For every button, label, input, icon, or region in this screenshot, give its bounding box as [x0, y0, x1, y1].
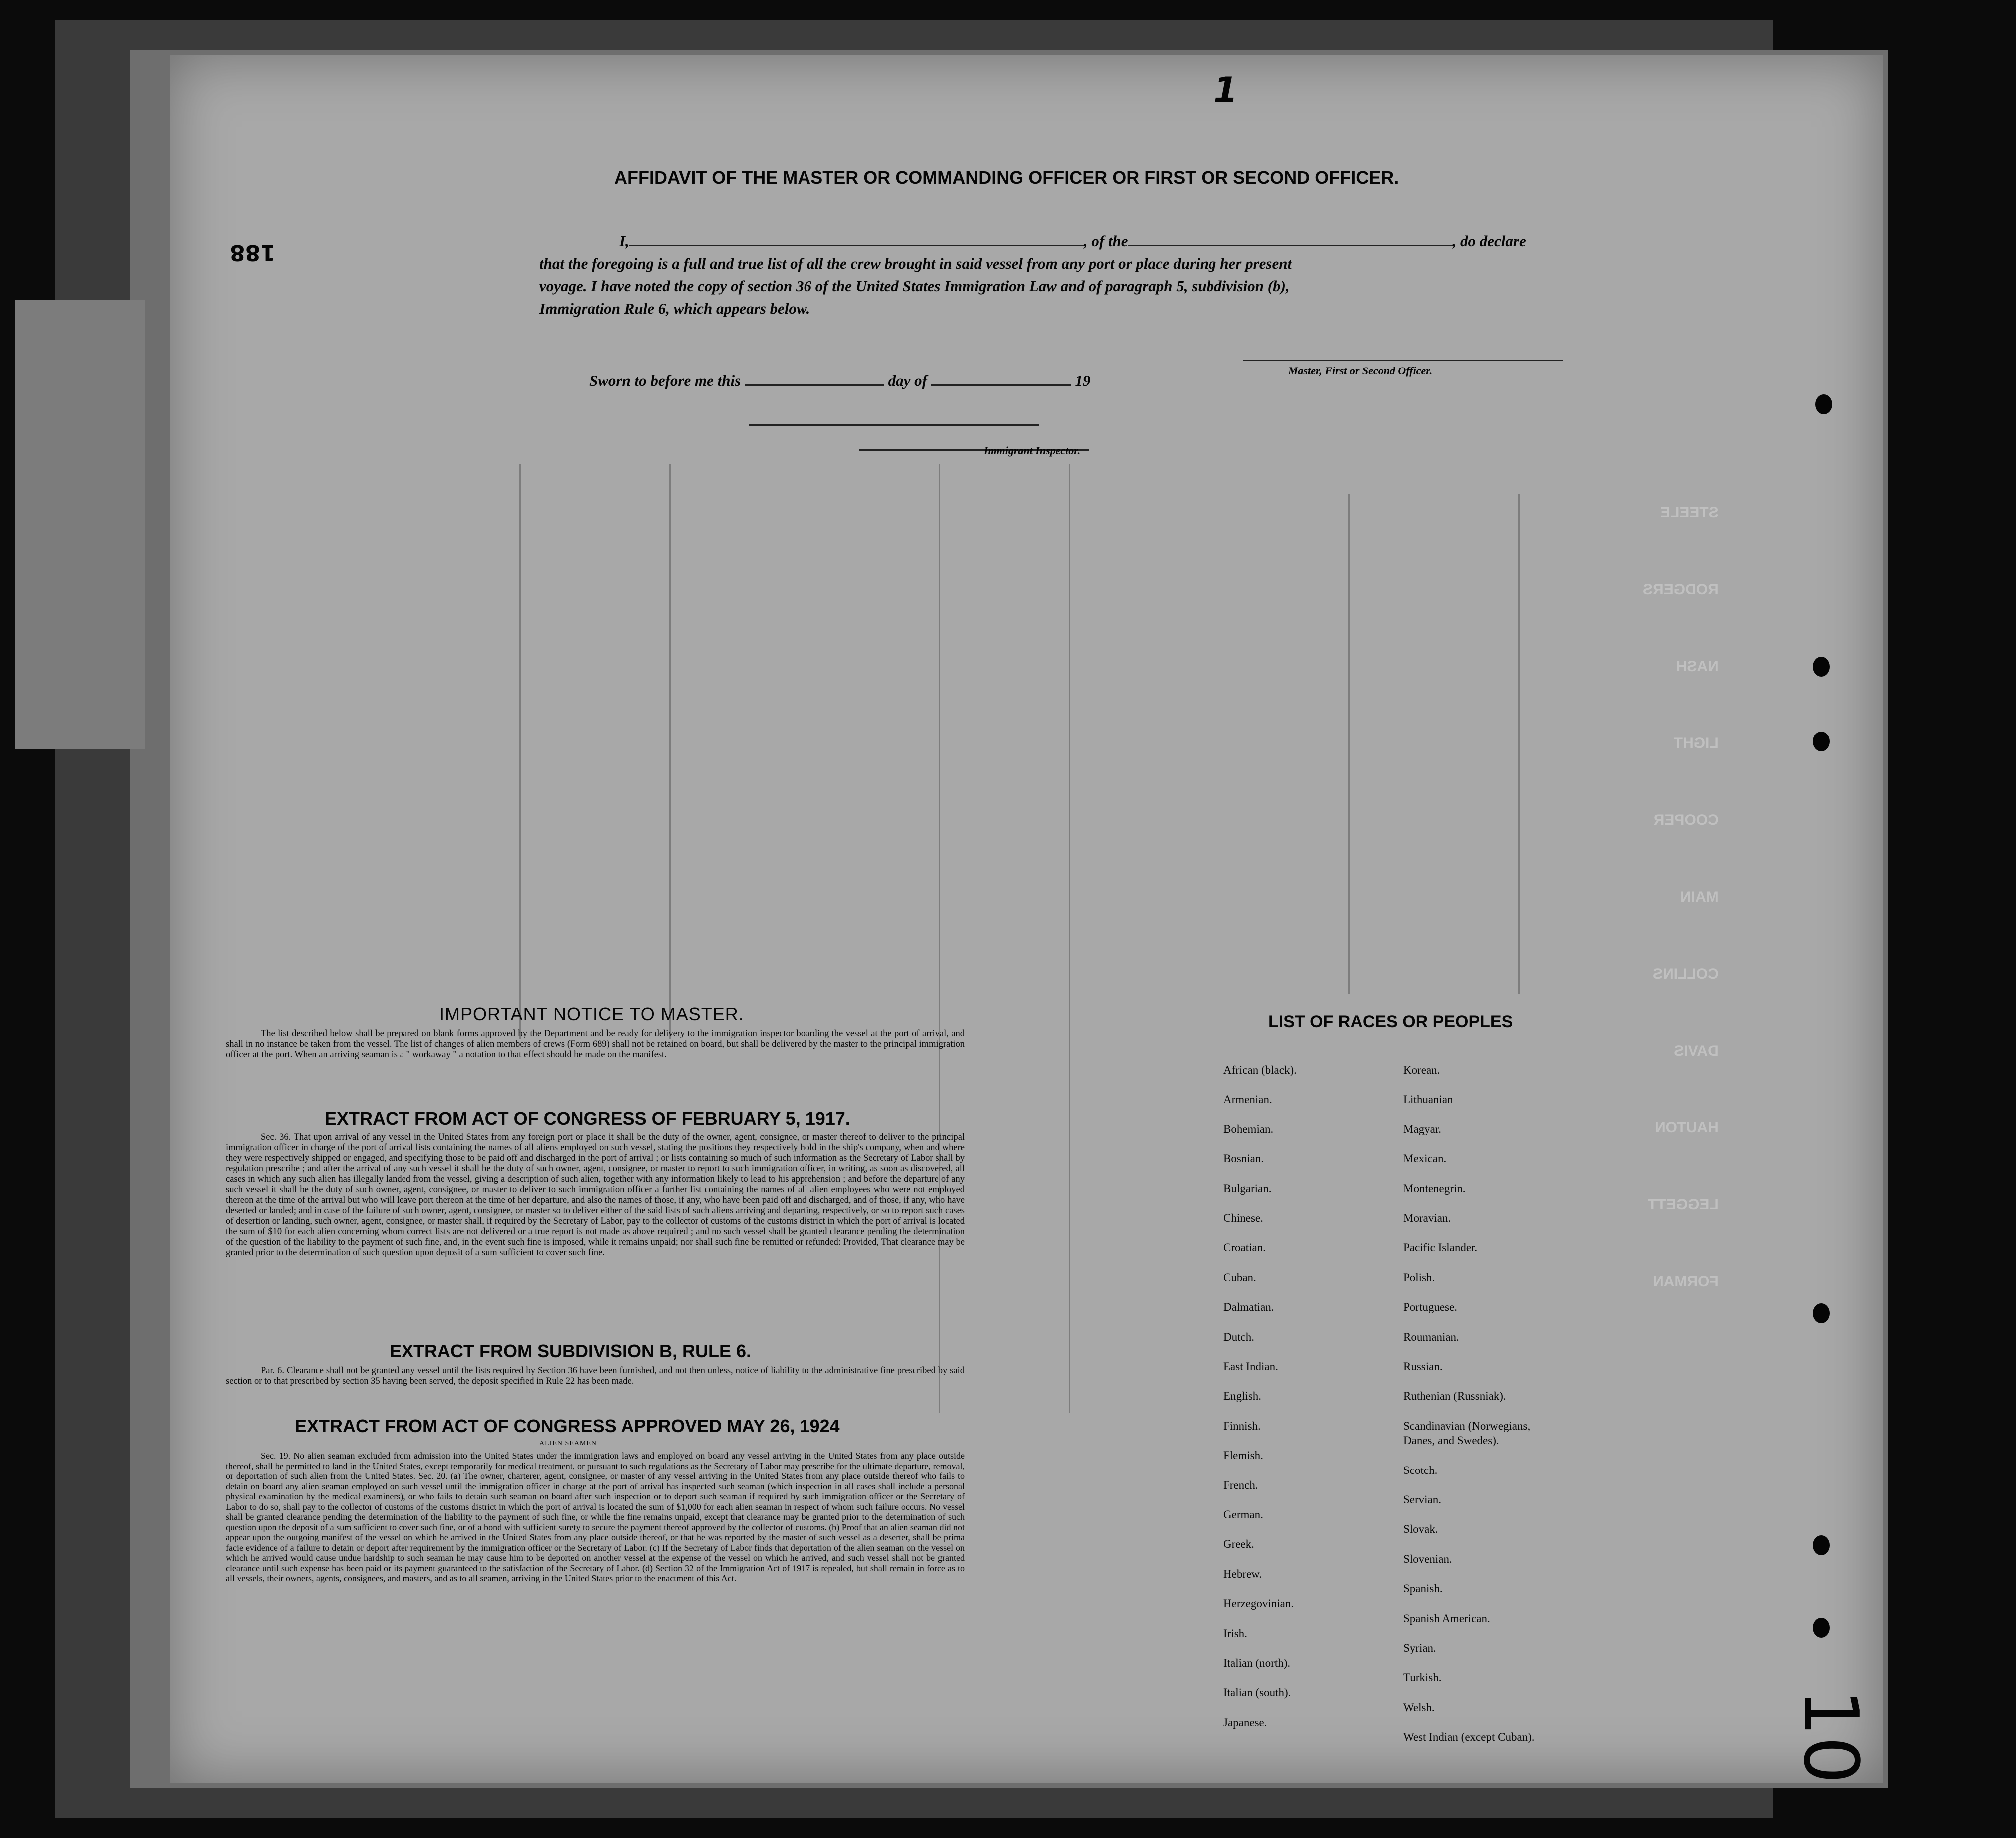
sworn-line — [589, 372, 1091, 390]
stamped-number-rotated: 188 — [230, 240, 276, 265]
do-declare-text: , do declare — [1452, 232, 1526, 250]
race-item: Bosnian. — [1223, 1152, 1264, 1165]
race-item: Flemish. — [1223, 1449, 1263, 1462]
race-item: Italian (south). — [1223, 1686, 1291, 1699]
sworn-day-blank — [745, 384, 884, 386]
race-item: German. — [1223, 1508, 1263, 1521]
master-signature-line — [1243, 360, 1563, 361]
race-item: Mexican. — [1403, 1152, 1447, 1165]
race-item: Armenian. — [1223, 1093, 1272, 1106]
race-item: Spanish American. — [1403, 1612, 1490, 1625]
race-item: Russian. — [1403, 1360, 1443, 1373]
race-item: Servian. — [1403, 1493, 1442, 1506]
race-item: East Indian. — [1223, 1360, 1278, 1373]
race-item: Spanish. — [1403, 1582, 1443, 1595]
sworn-year: 19 — [1075, 372, 1091, 389]
race-item: Magyar. — [1403, 1122, 1442, 1135]
notice-title: IMPORTANT NOTICE TO MASTER. — [439, 1004, 744, 1024]
affidavit-title: AFFIDAVIT OF THE MASTER OR COMMANDING OFFICER OR FIRST OR SECOND OFFICER. — [614, 167, 1399, 188]
race-item: Bulgarian. — [1223, 1182, 1272, 1195]
inspector-caption: Immigrant Inspector. — [984, 444, 1081, 457]
punch-hole — [1813, 732, 1830, 751]
ghost-column-line — [1518, 494, 1520, 994]
race-item: West Indian (except Cuban). — [1403, 1731, 1535, 1744]
extract-1917-title: EXTRACT FROM ACT OF CONGRESS OF FEBRUARY 5, 1917. — [325, 1108, 850, 1129]
race-item: Dalmatian. — [1223, 1301, 1274, 1314]
ghost-reverse-names: STEELE RODGERS NASH LIGHT COOPER MAIN COLLINS DAVIS HAUTON LEGGETT FORMAN — [1643, 504, 1719, 1290]
race-item: Croatian. — [1223, 1241, 1266, 1254]
race-item: Scandinavian (Norwegians, — [1403, 1419, 1531, 1432]
affidavit-i: I, — [619, 232, 629, 250]
inspector-blank-1 — [749, 424, 1039, 426]
handwritten-sheet-number: 10 — [1787, 1688, 1874, 1784]
race-item: Polish. — [1403, 1271, 1435, 1284]
day-of-text: day of — [888, 372, 927, 389]
race-item: Hebrew. — [1223, 1567, 1262, 1580]
race-item: Japanese. — [1223, 1716, 1267, 1729]
races-title: LIST OF RACES OR PEOPLES — [1268, 1012, 1513, 1031]
punch-hole — [1813, 1303, 1830, 1323]
race-item: Scotch. — [1403, 1464, 1438, 1476]
affidavit-line-3: voyage. I have noted the copy of section 36 of the United States Immigration Law and of paragraph 5, subdivision (b), — [539, 277, 1290, 295]
race-item: Welsh. — [1403, 1701, 1435, 1714]
race-item: Irish. — [1223, 1627, 1247, 1640]
race-item: French. — [1223, 1478, 1258, 1491]
race-item: Montenegrin. — [1403, 1182, 1466, 1195]
notice-body: The list described below shall be prepared on blank forms approved by the Department and be ready for delivery to the immigration inspector boarding the vessel at the port of arrival, and shall in no instance be taken from the vessel. The list of changes of alien members of crews (Form 689) shall not be retained on board, but shall be delivered by the master to the principal immigration officer at the port. When an arriving seaman is a " workaway " a notation to that effect should be made on the manifest. — [226, 1029, 965, 1060]
rule-6-title: EXTRACT FROM SUBDIVISION B, RULE 6. — [390, 1341, 752, 1361]
ghost-column-line — [669, 464, 671, 1039]
handwritten-page-number: 1 — [1213, 70, 1238, 111]
race-item: Lithuanian — [1403, 1093, 1453, 1106]
affidavit-line-4: Immigration Rule 6, which appears below. — [539, 300, 810, 317]
rule-6-body: Par. 6. Clearance shall not be granted any vessel until the lists required by Section 36 have been furnished, and not then unless, notice of liability to the administrative fine prescribed by said section or to that prescribed by section 35 having been served, the deposit specified in Rule 22 has been made. — [226, 1366, 965, 1386]
extract-1924-title: EXTRACT FROM ACT OF CONGRESS APPROVED MAY 26, 1924 — [295, 1416, 840, 1436]
race-item: Herzegovinian. — [1223, 1597, 1294, 1610]
race-item: Portuguese. — [1403, 1301, 1457, 1314]
ghost-column-line — [1069, 464, 1070, 1413]
race-item: Slovak. — [1403, 1523, 1438, 1536]
race-item: Finnish. — [1223, 1419, 1261, 1432]
race-item: Italian (north). — [1223, 1657, 1291, 1669]
race-item: Dutch. — [1223, 1330, 1254, 1343]
affidavit-line-2: that the foregoing is a full and true list of all the crew brought in said vessel from any port or place during her present — [539, 255, 1292, 272]
master-caption: Master, First or Second Officer. — [1288, 365, 1433, 377]
name-blank — [629, 245, 1084, 246]
ghost-column-line — [519, 464, 521, 1039]
ghost-column-line — [939, 464, 940, 1413]
punch-hole — [1815, 394, 1832, 414]
race-item: Korean. — [1403, 1064, 1440, 1076]
punch-hole — [1813, 1535, 1830, 1555]
sworn-month-blank — [931, 384, 1071, 386]
race-item: Cuban. — [1223, 1271, 1256, 1284]
race-item: Turkish. — [1403, 1671, 1442, 1684]
form-page — [170, 55, 1883, 1783]
ghost-column-line — [1348, 494, 1350, 994]
sworn-text: Sworn to before me this — [589, 372, 741, 389]
vessel-blank — [1128, 245, 1453, 246]
extract-1924-body: Sec. 19. No alien seaman excluded from admission into the United States under the immigration laws and employed on board any vessel arriving in the United States from any place outside thereof, shall be permitted to land in the United States, except temporarily for medical treatment, or pursuant to such regulations as the Secretary of Labor may prescribe for the ultimate departure, removal, or deportation of such alien from the United States. Sec. 20. (a) The owner, charterer, agent, consignee, or master of any vessel arriving in the United States from any place outside thereof who fails to detain on board any alien seaman employed on such vessel until the immigration officer in charge at the port of arrival has inspected such seaman (which inspection in all cases shall include a personal physical examination by the medical examiners), or who fails to detain such seaman on board after such inspection or to deport such seaman if required by such immigration officer or the Secretary of Labor to do so, shall pay to the collector of customs of the customs district in which the port of arrival is located the sum of $1,000 for each alien seaman in respect of whom such failure occurs. No vessel shall be granted clearance pending the determination of the liability to the payment of such fine, or while the fine remains unpaid, except that clearance may be granted prior to the determination of such question upon the deposit of a sum sufficient to cover such fine, or of a bond with sufficient surety to secure the payment thereof approved by the collector of customs. (b) Proof that an alien seaman did not appear upon the outgoing manifest of the vessel on which he arrived in the United States from any place outside thereof, or that he was reported by the master of such vessel as a deserter, shall be prima facie evidence of a failure to detain or deport after requirement by the immigration officer or the Secretary of Labor. (c) If the Secretary of Labor finds that deportation of the alien seaman on the vessel on which he arrived would cause undue hardship to such seaman he may cause him to be deported on another vessel at the expense of the vessel on which he arrived, and such vessel shall not be granted clearance until such expense has been paid or its payment guaranteed to the satisfaction of the Secretary of Labor. (d) Section 32 of the Immigration Act of 1917 is repealed, but shall remain in force as to all vessels, their owners, agents, consignees, and masters, and as to all seamen, arriving in the United States prior to the enactment of this Act. — [226, 1451, 965, 1583]
race-item: Moravian. — [1403, 1212, 1451, 1224]
race-item: Roumanian. — [1403, 1330, 1459, 1343]
race-item: Slovenian. — [1403, 1552, 1452, 1565]
race-item: Greek. — [1223, 1538, 1254, 1551]
of-the-text: , of the — [1083, 232, 1128, 250]
race-item: Pacific Islander. — [1403, 1241, 1478, 1254]
race-item: Danes, and Swedes). — [1403, 1434, 1499, 1447]
race-item: Ruthenian (Russniak). — [1403, 1390, 1506, 1403]
left-edge-strip — [15, 300, 145, 749]
punch-hole — [1813, 1618, 1830, 1638]
punch-hole — [1813, 657, 1830, 677]
affidavit-line-1 — [619, 232, 1526, 250]
race-item: Bohemian. — [1223, 1122, 1274, 1135]
extract-1917-body: Sec. 36. That upon arrival of any vessel in the United States from any foreign port or place it shall be the duty of the owner, agent, consignee, or master thereof to deliver to the principal immigration officer in charge of the port of arrival lists containing the names of all aliens employed on such vessel, stating the positions they respectively hold in the ship's company, when and where they were respectively shipped or engaged, and specifying those to be paid off and discharged in the port of arrival ; or lists containing so much of such information as the Secretary of Labor shall by regulation prescribe ; and after the arrival of any such vessel it shall be the duty of such owner, agent, consignee, or master to report to such immigration officer, in writing, as soon as discovered, all cases in which any such alien has illegally landed from the vessel, giving a description of such alien, together with any information likely to lead to his apprehension ; and before the departure of any such vessel it shall be the duty of such owner, agent, consignee, or master to deliver to such immigration officer a further list containing the names of all alien employees who were not employed thereon at the time of the arrival but who will leave port thereon at the time of her departure, and also the names of those, if any, who have been paid off and discharged, and of those, if any, who have deserted or landed; and in case of the failure of such owner, agent, consignee, or master so to deliver either of the said lists of such aliens arriving and departing, respectively, or so to report such cases of desertion or landing, such owner, agent, consignee, or master shall, if required by the Secretary of Labor, pay to the collector of customs of the customs district in which the port of arrival is located the sum of $10 for each alien concerning whom correct lists are not delivered or a true report is not made as above required ; and no such vessel shall be granted clearance pending the determination of the question of the liability to the payment of such fine, and, in the event such fine is imposed, while it remains unpaid; nor shall such fine be remitted or refunded: Provided, That clearance may be granted prior to the determination of such question upon deposit of a sum sufficient to cover such fine. — [226, 1132, 965, 1258]
race-item: Chinese. — [1223, 1212, 1263, 1224]
race-item: Syrian. — [1403, 1642, 1436, 1654]
race-item: English. — [1223, 1390, 1262, 1403]
extract-1924-subtitle: ALIEN SEAMEN — [539, 1440, 597, 1447]
race-item: African (black). — [1223, 1064, 1297, 1076]
